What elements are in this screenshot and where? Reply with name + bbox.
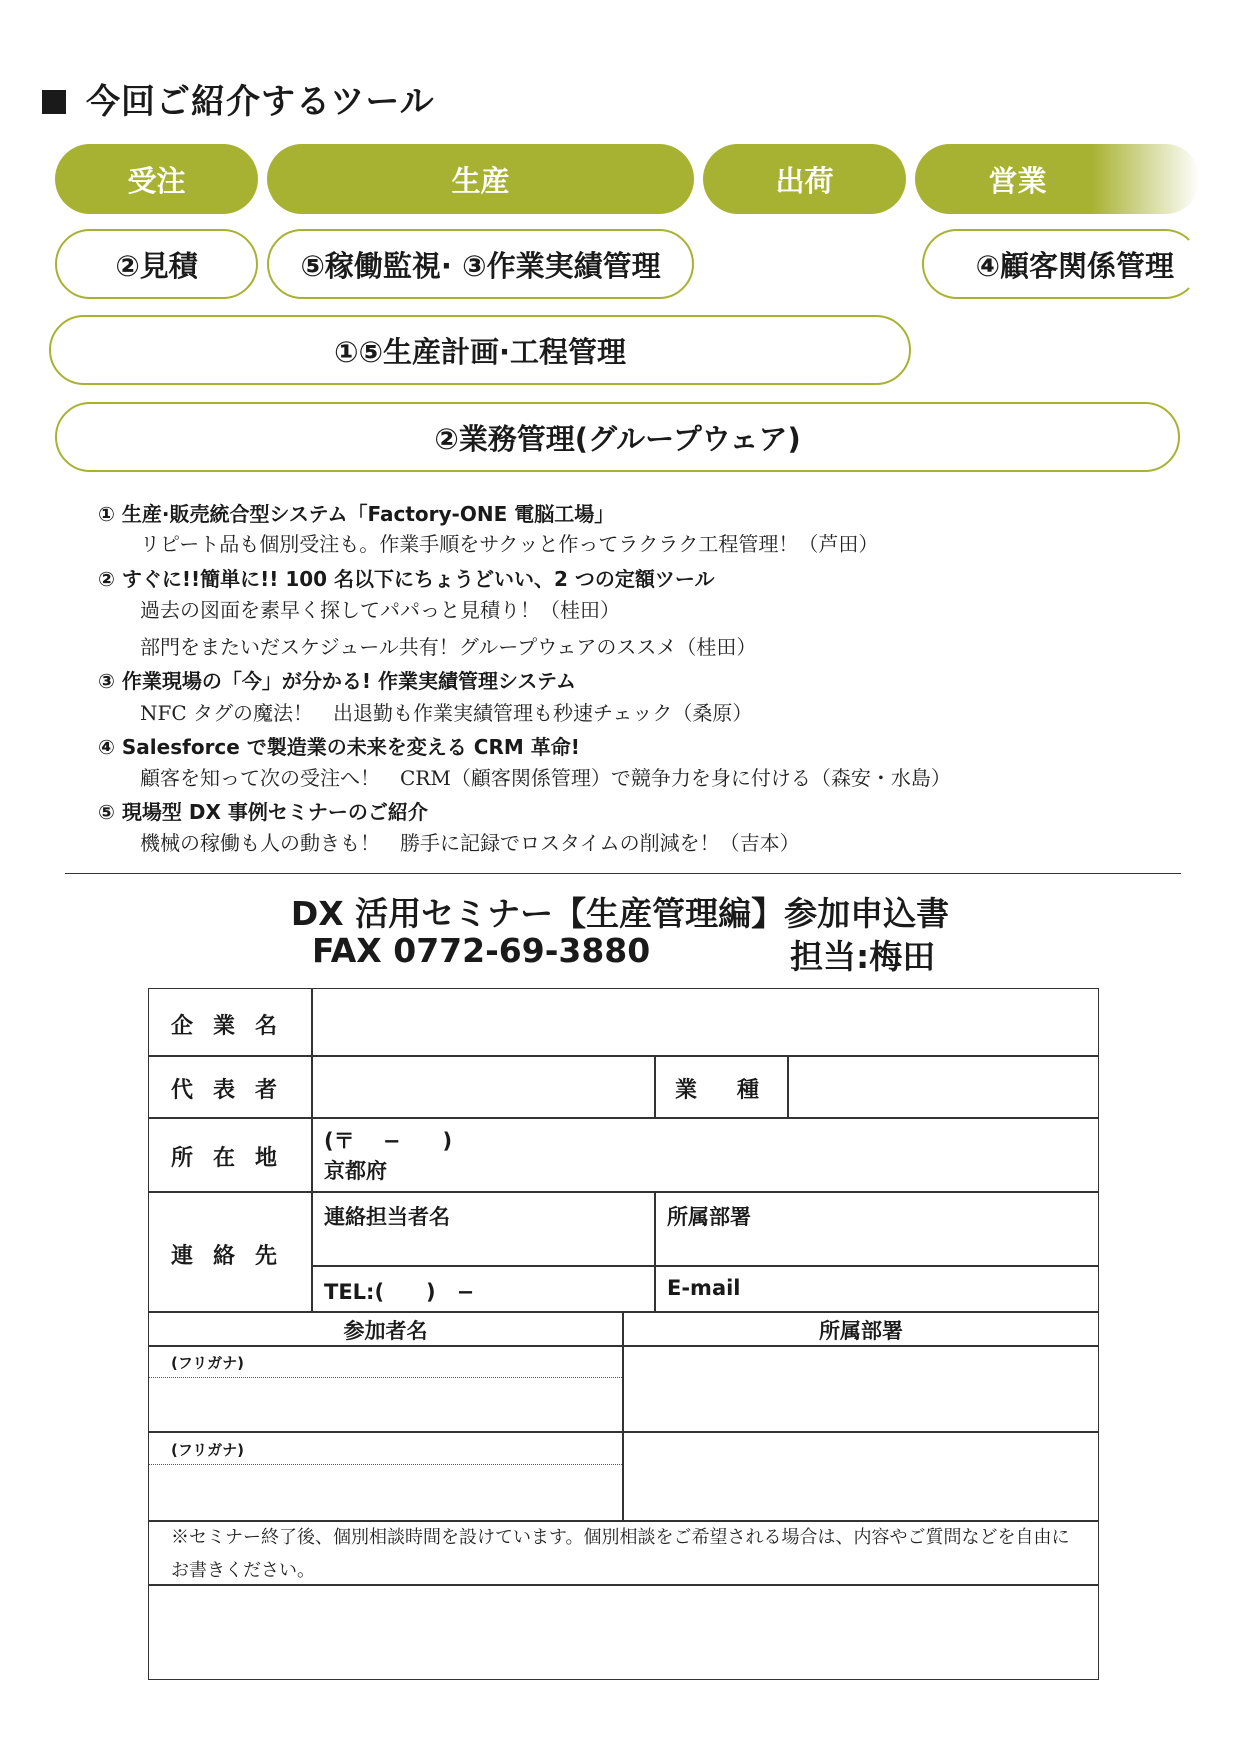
postal-code: (〒 − ) [324,1129,453,1153]
label-department: 所属部署 [667,1205,751,1229]
session-desc-2a: 過去の図面を素早く探してパパっと見積り！（桂田） [140,598,620,622]
label-furigana-2: (フリガナ) [171,1441,244,1459]
representative-field[interactable] [313,1057,653,1115]
consultation-field[interactable] [151,1586,1097,1678]
session-title-3: ③ 作業現場の「今」が分かる! 作業実績管理システム [98,669,576,693]
session-title-4: ④ Salesforce で製造業の未来を変える CRM 革命! [98,735,580,759]
participant-name-field-1[interactable] [151,1381,621,1429]
tool-crm: ④顧客関係管理 [922,229,1200,299]
label-participant-dept: 所属部署 [819,1319,903,1343]
label-participant: 参加者名 [343,1319,428,1343]
label-address: 所在地 [171,1146,298,1171]
session-desc-3: NFC タグの魔法！ 出退勤も作業実績管理も秒速チェック（桑原） [140,701,753,725]
participant-dept-field-1[interactable] [625,1347,1097,1429]
form-title: DX 活用セミナー【生産管理編】参加申込書 [290,894,950,933]
session-title-2: ② すぐに!!簡単に!! 100 名以下にちょうどいい、2 つの定額ツール [98,567,715,591]
label-contact: 連絡先 [171,1244,298,1269]
consultation-note: ※セミナー終了後、個別相談時間を設けています。個別相談をご希望される場合は、内容やご質問などを自由にお書きください。 [171,1527,1070,1581]
section-divider [65,873,1181,874]
industry-field[interactable] [789,1057,1097,1115]
square-bullet-icon [42,90,66,114]
address-field[interactable] [313,1119,1097,1189]
contact-person: 担当:梅田 [790,937,936,976]
category-shipping: 出荷 [703,144,906,214]
session-desc-1: リピート品も個別受注も。作業手順をサクッと作ってラクラク工程管理！（芦田） [140,532,879,556]
tool-production-planning: ①⑤生産計画·工程管理 [49,315,911,385]
session-title-1: ① 生産·販売統合型システム「Factory-ONE 電脳工場」 [98,502,615,526]
prefecture: 京都府 [324,1159,387,1183]
session-desc-2b: 部門をまたいだスケジュール共有！グループウェアのススメ（桂田） [140,635,757,659]
label-company: 企業名 [171,1014,298,1039]
fax-number: FAX 0772-69-3880 [312,931,651,970]
category-production: 生産 [267,144,694,214]
session-desc-4: 顧客を知って次の受注へ！ CRM（顧客関係管理）で競争力を身に付ける（森安・水島） [140,766,951,790]
company-field[interactable] [313,990,1097,1054]
participant-name-field-2[interactable] [151,1468,621,1518]
tool-monitoring-performance: ⑤稼働監視· ③作業実績管理 [267,229,694,299]
session-desc-5: 機械の稼働も人の動きも！ 勝手に記録でロスタイムの削減を！（吉本） [140,831,800,855]
tool-estimate: ②見積 [55,229,258,299]
page-title-text: 今回ご紹介するツール [86,82,435,122]
label-furigana-1: (フリガナ) [171,1354,244,1372]
category-sales: 営業 [915,144,1200,214]
label-contact-person: 連絡担当者名 [324,1205,450,1229]
category-order-receipt: 受注 [55,144,258,214]
label-industry: 業種 [675,1078,800,1103]
session-title-5: ⑤ 現場型 DX 事例セミナーのご紹介 [98,800,428,824]
label-tel: TEL:( ) − [324,1280,475,1304]
tool-groupware: ②業務管理(グループウェア) [55,402,1180,472]
label-email: E-mail [667,1276,741,1300]
application-form [148,988,1099,1680]
participant-dept-field-2[interactable] [625,1433,1097,1518]
page-title [42,74,435,123]
label-representative: 代表者 [171,1078,298,1103]
